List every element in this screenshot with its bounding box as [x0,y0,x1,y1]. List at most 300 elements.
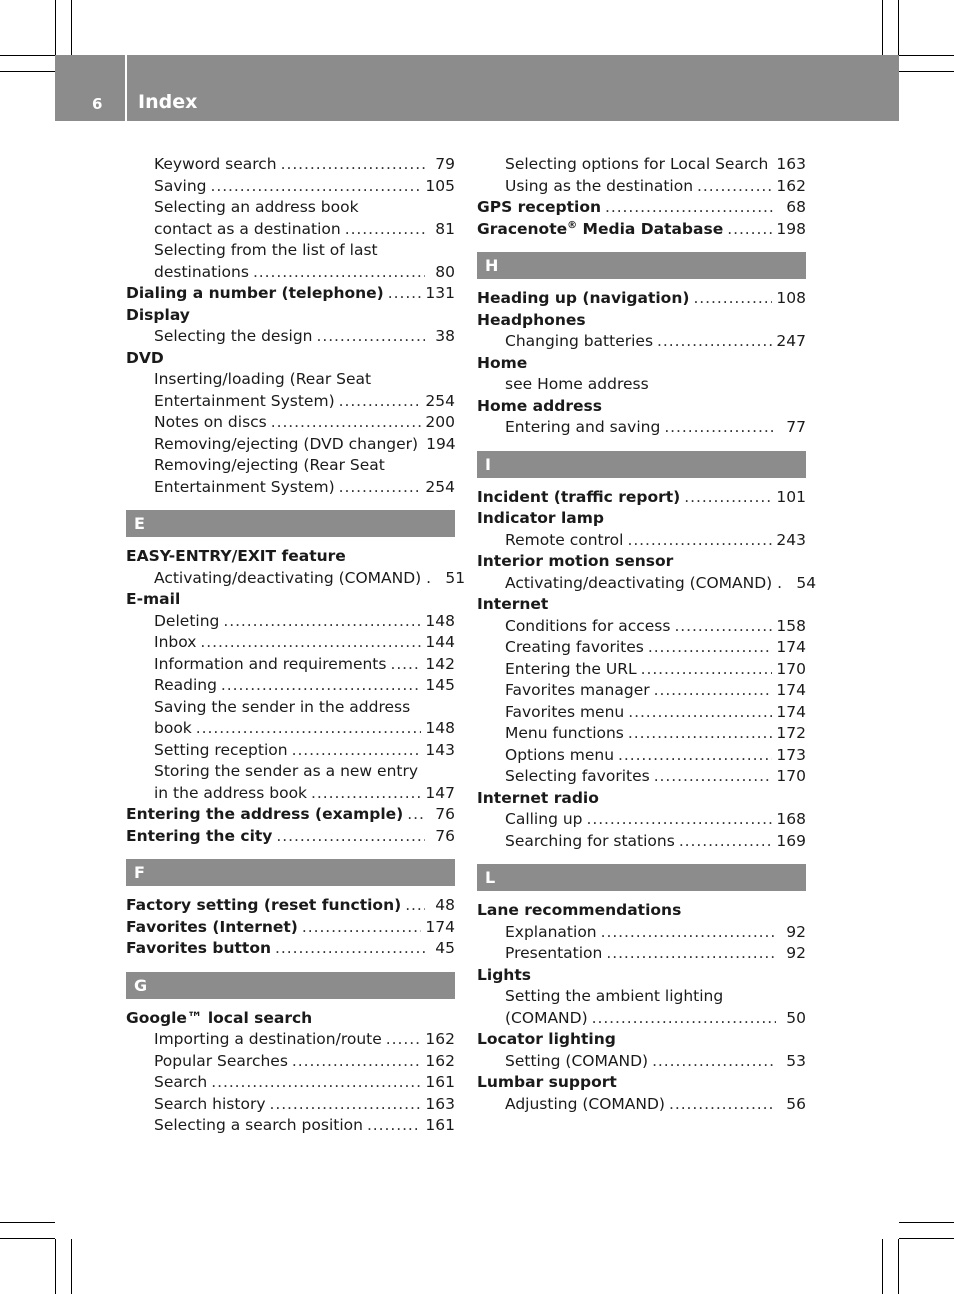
entry-text-main: Lights [477,965,531,984]
dot-leader [302,917,422,939]
dot-leader [281,154,425,176]
entry-text [477,1029,616,1051]
page-reference[interactable]: 53 [786,1051,806,1070]
page-reference[interactable]: 92 [786,944,806,962]
entry-text [505,986,723,1008]
entry-text-main: Presentation [505,944,603,962]
page-reference[interactable]: 54 [796,573,817,592]
page-reference[interactable]: 148 [425,719,455,737]
index-subentry [477,766,806,788]
entry-text [126,826,272,848]
entry-text-main: Entertainment System) [154,477,335,496]
entry-text-main: Entering and saving [505,418,661,436]
dot-leader [618,745,772,767]
dot-leader [628,702,772,724]
entry-text [126,546,346,568]
index-subentry [126,262,455,284]
index-subentry [477,745,806,767]
page-reference[interactable]: 243 [776,530,806,549]
index-subentry [477,986,806,1008]
index-entry [126,938,455,960]
entry-text-main: Setting (COMAND) [505,1051,649,1070]
page-reference[interactable]: 162 [425,1051,455,1070]
dot-leader [654,680,773,702]
page-reference[interactable]: 144 [425,633,455,651]
entry-text-main: contact as a destination [154,219,341,238]
index-subentry [477,1051,806,1073]
entry-text [154,434,418,456]
page-reference[interactable]: 247 [776,332,806,350]
entry-text [505,1008,588,1030]
index-subentry [126,611,455,633]
entry-text-main: Options menu [505,745,615,764]
index-subentry [126,697,455,719]
dot-leader [664,417,776,439]
index-entry [126,804,455,826]
dot-leader [684,487,772,509]
entry-text [505,417,660,439]
page-reference[interactable]: 76 [435,826,455,845]
page-reference[interactable]: 168 [776,810,806,828]
entry-text [154,326,313,348]
index-subentry [126,632,455,654]
entry-text [154,1115,363,1137]
index-subentry [126,455,455,477]
entry-text-main: Explanation [505,922,597,941]
index-entry [477,900,806,922]
entry-text [505,659,637,681]
entry-text [477,788,599,810]
index-subentry [126,477,455,499]
header-divider [125,55,127,121]
page-reference[interactable]: 79 [435,155,455,173]
entry-text [505,680,650,702]
entry-text-main: Favorites menu [505,702,625,721]
entry-text-main: Popular Searches [154,1051,288,1070]
entry-text-main: E-mail [126,590,181,608]
entry-text [154,391,335,413]
page-reference[interactable]: 145 [425,676,455,694]
index-column-right [477,154,817,1115]
crop-mark [899,1238,954,1239]
entry-text-main: Heading up (navigation) [477,289,690,307]
dot-leader [386,1029,422,1051]
page-reference[interactable]: 161 [425,1116,455,1134]
index-subentry [477,154,806,176]
dot-leader [221,675,421,697]
page-reference[interactable]: 163 [776,155,806,173]
dot-leader [339,477,422,499]
index-subentry [126,740,455,762]
entry-text [477,487,680,509]
page-reference[interactable]: 174 [776,681,806,699]
index-subentry [477,809,806,831]
entry-text-main: Searching for stations [505,831,675,850]
page-reference[interactable]: 105 [425,176,455,195]
section-header-i: I [477,451,806,478]
entry-text-main: Selecting favorites [505,767,650,785]
entry-text [477,310,586,332]
entry-text [154,262,249,284]
crop-mark [55,1239,56,1294]
entry-text-main: Using as the destination [505,176,694,195]
crop-mark [71,0,72,55]
index-subentry [126,412,455,434]
entry-text [154,740,288,762]
index-subentry [477,374,806,396]
index-subentry [126,1115,455,1137]
dot-leader [388,283,422,305]
entry-text [154,219,341,241]
dot-leader [270,1094,422,1116]
entry-text-main: Display [126,305,190,324]
index-entry [477,1029,806,1051]
entry-text-main: destinations [154,262,249,281]
entry-text-main: Changing batteries [505,332,654,350]
dot-leader [697,176,772,198]
entry-text-main: Selecting options for Local Search [505,155,769,173]
section-header-f: F [126,859,455,886]
page-reference[interactable]: 170 [776,767,806,785]
entry-text [154,369,371,391]
page-reference[interactable]: 254 [425,477,455,496]
entry-text [477,900,681,922]
section-header-l: L [477,864,806,891]
dot-leader [606,943,776,965]
index-subentry [126,176,455,198]
index-subentry [126,761,455,783]
entry-text [154,176,206,198]
entry-text [154,154,277,176]
crop-mark [55,0,56,55]
entry-text-main: Incident (traffic report) [477,487,681,506]
entry-text-main: Inserting/loading (Rear Seat [154,370,372,388]
page-reference[interactable]: 131 [425,284,455,302]
entry-text-main: Activating/deactivating (COMAND) . [154,568,432,587]
entry-text [505,922,597,944]
page-reference[interactable]: 174 [425,917,455,936]
entry-text [154,1072,207,1094]
dot-leader [605,197,776,219]
entry-text-main: see Home address [505,375,649,393]
entry-text-main: GPS reception [477,198,601,216]
entry-text-main: Favorites (Internet) [126,917,298,936]
entry-text [154,697,410,719]
crop-mark [0,1238,55,1239]
entry-text [505,154,768,176]
entry-text [154,1094,266,1116]
crop-mark [0,55,55,56]
page-reference[interactable]: 56 [786,1094,806,1113]
dot-leader [674,616,772,638]
entry-text [477,353,527,375]
entry-text [154,412,267,434]
page-reference[interactable]: 108 [776,289,806,307]
entry-text-main: Internet radio [477,788,599,807]
entry-text-main: Lane recommendations [477,901,682,919]
page-reference[interactable]: 163 [425,1094,455,1113]
entry-text-main: Removing/ejecting (DVD changer) [154,434,419,453]
entry-text-main: Reading [154,676,217,694]
index-entry [126,283,455,305]
index-subentry [477,680,806,702]
dot-leader [679,831,773,853]
entry-text-main: Setting reception [154,740,288,759]
index-entry [126,546,455,568]
crop-mark [882,0,883,55]
page-reference[interactable]: 170 [776,659,806,678]
page-reference[interactable]: 172 [776,724,806,742]
entry-text-main: Google™ local search [126,1008,313,1027]
dot-leader [648,637,773,659]
entry-text-main: (COMAND) [505,1008,588,1027]
index-subentry [126,197,455,219]
index-subentry [126,326,455,348]
index-subentry [126,219,455,241]
section-header-g: G [126,972,455,999]
entry-text [505,573,782,595]
page-reference[interactable]: 174 [776,702,806,721]
dot-leader [317,326,426,348]
crop-mark [899,71,954,72]
index-entry [477,1072,806,1094]
dot-leader [292,1051,421,1073]
index-subentry [477,616,806,638]
entry-text-main: DVD [126,348,164,367]
page-reference[interactable]: 50 [786,1008,806,1027]
entry-text [505,1094,665,1116]
entry-text-main: Adjusting (COMAND) [505,1094,665,1113]
entry-text-main: Search [154,1073,208,1091]
page-reference[interactable]: 101 [776,487,806,506]
index-subentry [477,831,806,853]
page-reference[interactable]: 169 [776,831,806,850]
entry-text [154,761,418,783]
page-reference[interactable]: 162 [425,1030,455,1048]
entry-text-main: Headphones [477,310,586,329]
page-reference[interactable]: 76 [435,805,455,823]
entry-text-main: Interior motion sensor [477,552,674,570]
entry-text-main: Selecting from the list of last [154,241,378,259]
dot-leader [407,804,425,826]
entry-text-main: book [154,719,192,737]
dot-leader [727,219,772,241]
index-subentry [477,417,806,439]
page-reference[interactable]: 77 [786,418,806,436]
entry-text [126,348,164,370]
page-reference[interactable]: 148 [425,611,455,630]
entry-text [154,477,335,499]
dot-leader [405,895,425,917]
crop-mark [899,1222,954,1223]
index-entry [477,965,806,987]
page-reference[interactable]: 147 [425,783,455,802]
dot-leader [292,740,422,762]
page-reference[interactable]: 45 [435,939,455,957]
entry-text-main: Indicator lamp [477,509,604,527]
entry-text-rest: Media Database [577,219,724,238]
crop-mark [0,1222,55,1223]
entry-text [126,283,384,305]
entry-text [154,783,307,805]
dot-leader [339,391,422,413]
dot-leader [652,1051,776,1073]
dot-leader [390,654,421,676]
entry-text-main: Importing a destination/route [154,1030,382,1048]
entry-text [126,1008,312,1030]
entry-text [477,219,723,241]
page-reference[interactable]: 194 [426,434,456,453]
entry-text [154,455,385,477]
entry-text-main: Search history [154,1094,266,1113]
dot-leader [211,1072,421,1094]
page-reference[interactable]: 81 [435,219,455,238]
index-subentry [126,783,455,805]
entry-text [477,551,673,573]
index-entry [477,788,806,810]
entry-text [126,589,180,611]
page-reference[interactable]: 174 [776,638,806,656]
page-title: Index [138,91,198,113]
dot-leader [200,632,421,654]
crop-mark [899,55,954,56]
crop-mark [71,1239,72,1294]
entry-text [477,396,602,418]
entry-text [126,305,190,327]
index-entry [477,353,806,375]
entry-text [154,1029,382,1051]
index-entry [477,594,806,616]
page-reference[interactable]: 38 [435,327,455,345]
dot-leader [367,1115,421,1137]
page-header [55,55,899,121]
entry-text-main: Saving [154,176,207,195]
page-reference[interactable]: 161 [425,1073,455,1091]
section-header-h: H [477,252,806,279]
index-entry [477,288,806,310]
index-entry [477,551,806,573]
index-subentry [477,922,806,944]
page-reference[interactable]: 51 [445,568,466,587]
index-entry [477,396,806,418]
index-entry [126,917,455,939]
page-reference[interactable]: 68 [786,198,806,216]
entry-text-main: Removing/ejecting (Rear Seat [154,456,385,474]
page-reference[interactable]: 48 [435,896,455,914]
entry-text-main: Creating favorites [505,638,644,656]
entry-text [154,654,386,676]
page-reference[interactable]: 142 [425,654,455,673]
dot-leader [669,1094,776,1116]
index-subentry [477,573,817,595]
entry-text [505,530,623,552]
page-reference[interactable]: 92 [786,922,806,941]
entry-text-main: Deleting [154,611,220,630]
index-entry [126,1008,455,1030]
page-number: 6 [92,95,103,113]
entry-text-main: Lumbar support [477,1073,617,1091]
page-reference[interactable]: 162 [776,176,806,195]
index-subentry [126,154,455,176]
dot-leader [311,783,421,805]
index-subentry [477,637,806,659]
index-subentry [126,369,455,391]
entry-text [477,197,601,219]
entry-text [505,702,624,724]
page-reference[interactable]: 80 [435,262,455,281]
index-subentry [477,723,806,745]
entry-text-main: Setting the ambient lighting [505,987,724,1005]
dot-leader [210,176,421,198]
entry-text [477,508,604,530]
entry-text-main: in the address book [154,783,308,802]
dot-leader [275,938,425,960]
entry-text [505,374,649,396]
entry-text-main: Remote control [505,530,624,549]
page-reference[interactable]: 158 [776,616,806,635]
entry-text-main: Calling up [505,810,583,828]
index-subentry [126,675,455,697]
entry-text [126,804,403,826]
entry-text-main: Gracenote [477,219,568,238]
index-entry [477,219,806,241]
entry-text-main: Favorites manager [505,681,650,699]
entry-text [477,1072,617,1094]
entry-text-main: Selecting the design [154,327,313,345]
entry-text-main: Entering the address (example) [126,805,404,823]
entry-text-main: Dialing a number (telephone) [126,284,384,302]
entry-text [505,809,583,831]
entry-text [126,938,271,960]
index-subentry [477,943,806,965]
registered-mark: ® [567,219,578,231]
index-subentry [126,654,455,676]
index-subentry [126,1094,455,1116]
dot-leader [223,611,421,633]
index-subentry [126,1029,455,1051]
index-subentry [126,240,455,262]
entry-text [477,288,689,310]
page-reference[interactable]: 143 [425,740,455,759]
crop-mark [0,71,55,72]
index-subentry [477,176,806,198]
dot-leader [271,412,422,434]
entry-text-main: Activating/deactivating (COMAND) . [505,573,783,592]
dot-leader [654,766,773,788]
entry-text [505,766,650,788]
entry-text [154,632,196,654]
index-subentry [477,702,806,724]
index-entry [126,895,455,917]
index-subentry [126,1051,455,1073]
page-reference[interactable]: 200 [425,413,455,431]
index-subentry [477,659,806,681]
dot-leader [628,723,773,745]
entry-text [126,895,401,917]
entry-text-main: Menu functions [505,724,624,742]
index-entry [477,487,806,509]
entry-text [154,197,359,219]
page-reference[interactable]: 254 [425,391,455,410]
page-reference[interactable]: 198 [776,219,806,238]
page-reference[interactable]: 173 [776,745,806,764]
entry-text [154,611,219,633]
entry-text-main: Entering the city [126,826,273,845]
dot-leader [592,1008,776,1030]
entry-text [505,1051,648,1073]
index-subentry [477,331,806,353]
crop-mark [898,1239,899,1294]
